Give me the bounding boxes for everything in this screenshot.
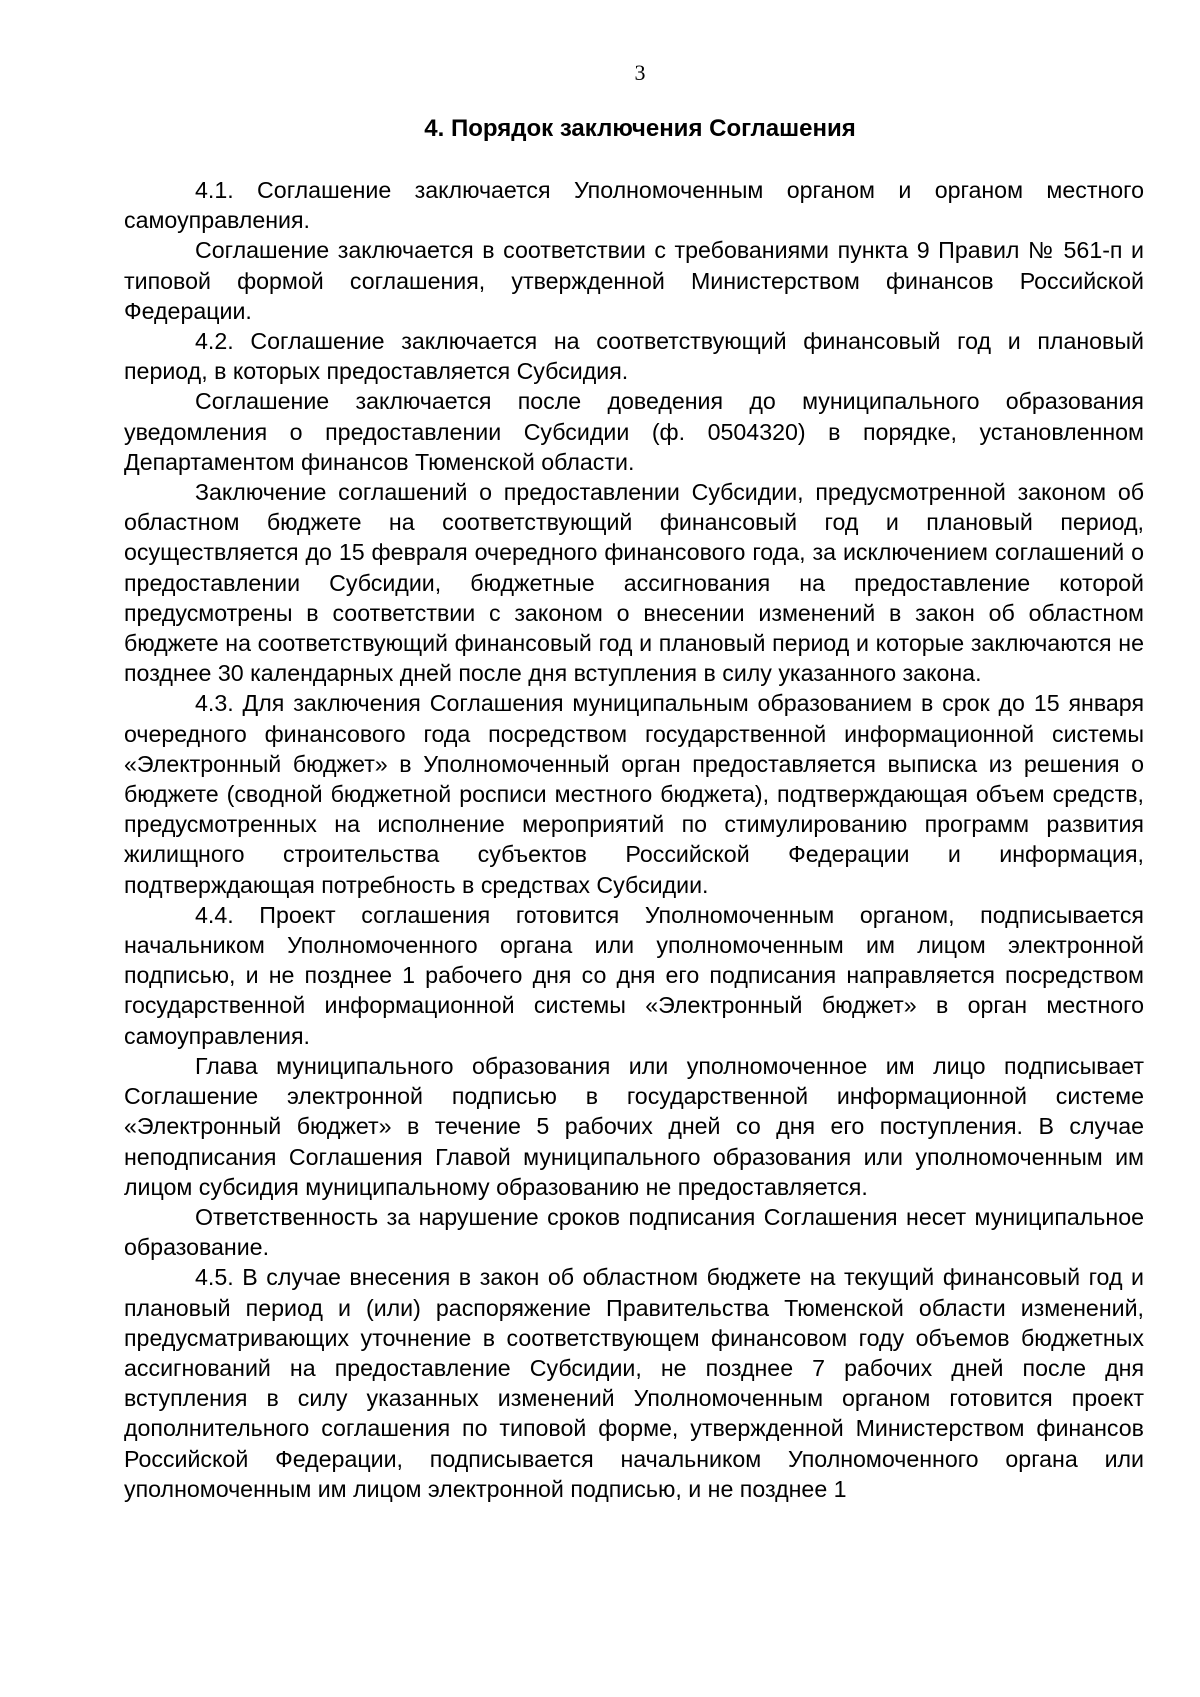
- section-body: [124, 175, 1144, 1504]
- paragraph: 4.2. Соглашение заключается на соответствующий финансовый год и плановый период, в которых предоставляется Субсидия.: [124, 328, 1144, 385]
- paragraph: Ответственность за нарушение сроков подписания Соглашения несет муниципальное образование.: [124, 1203, 1144, 1261]
- paragraph: Глава муниципального образования или уполномоченное им лицо подписывает Соглашение электронной подписью в государственной информационной системе «Электронный бюджет» в течение 5 рабочих дней со дня его поступления. В случае неподписания Соглашения Главой муниципального образования или уполномоченным им лицом субсидия муниципальному образованию не предоставляется.: [124, 1052, 1144, 1200]
- paragraph: 4.5. В случае внесения в закон об областном бюджете на текущий финансовый год и плановый период и (или) распоряжение Правительства Тюменской области изменений, предусматривающих уточнение в соответствующем финансовом году объемов бюджетных ассигнований на предоставление Субсидии, не позднее 7 рабочих дней после дня вступления в силу указанных изменений Уполномоченным органом готовится проект дополнительного соглашения по типовой форме, утвержденной Министерством финансов Российской Федерации, подписывается начальником Уполномоченного органа или уполномоченным им лицом электронной подписью, и не позднее 1: [124, 1264, 1144, 1502]
- paragraph: Соглашение заключается после доведения до муниципального образования уведомления о предоставлении Субсидии (ф. 0504320) в порядке, установленном Департаментом финансов Тюменской области.: [124, 388, 1144, 475]
- paragraph: 4.4. Проект соглашения готовится Уполномоченным органом, подписывается начальником Уполномоченного органа или уполномоченным им лицом электронной подписью, и не позднее 1 рабочего дня со дня его подписания направляется посредством государственной информационной системы «Электронный бюджет» в орган местного самоуправления.: [124, 901, 1144, 1049]
- section-title: 4. Порядок заключения Соглашения: [424, 115, 856, 142]
- paragraph: 4.1. Соглашение заключается Уполномоченным органом и органом местного самоуправления.: [124, 177, 1144, 234]
- page-number: 3: [634, 60, 646, 85]
- paragraph: Соглашение заключается в соответствии с требованиями пункта 9 Правил № 561-п и типовой формой соглашения, утвержденной Министерством финансов Российской Федерации.: [124, 237, 1144, 324]
- paragraph: Заключение соглашений о предоставлении Субсидии, предусмотренной законом об областном бюджете на соответствующий финансовый год и плановый период, осуществляется до 15 февраля очередного финансового года, за исключением соглашений о предоставлении Субсидии, бюджетные ассигнования на предоставление которой предусмотрены в соответствии с законом о внесении изменений в закон об областном бюджете на соответствующий финансовый год и плановый период и которые заключаются не позднее 30 календарных дней после дня вступления в силу указанного закона.: [124, 479, 1144, 687]
- paragraph: 4.3. Для заключения Соглашения муниципальным образованием в срок до 15 января очередного финансового года посредством государственной информационной системы «Электронный бюджет» в Уполномоченный орган предоставляется выписка из решения о бюджете (сводной бюджетной росписи местного бюджета), подтверждающая объем средств, предусмотренных на исполнение мероприятий по стимулированию программ развития жилищного строительства субъектов Российской Федерации и информация, подтверждающая потребность в средствах Субсидии.: [124, 690, 1144, 898]
